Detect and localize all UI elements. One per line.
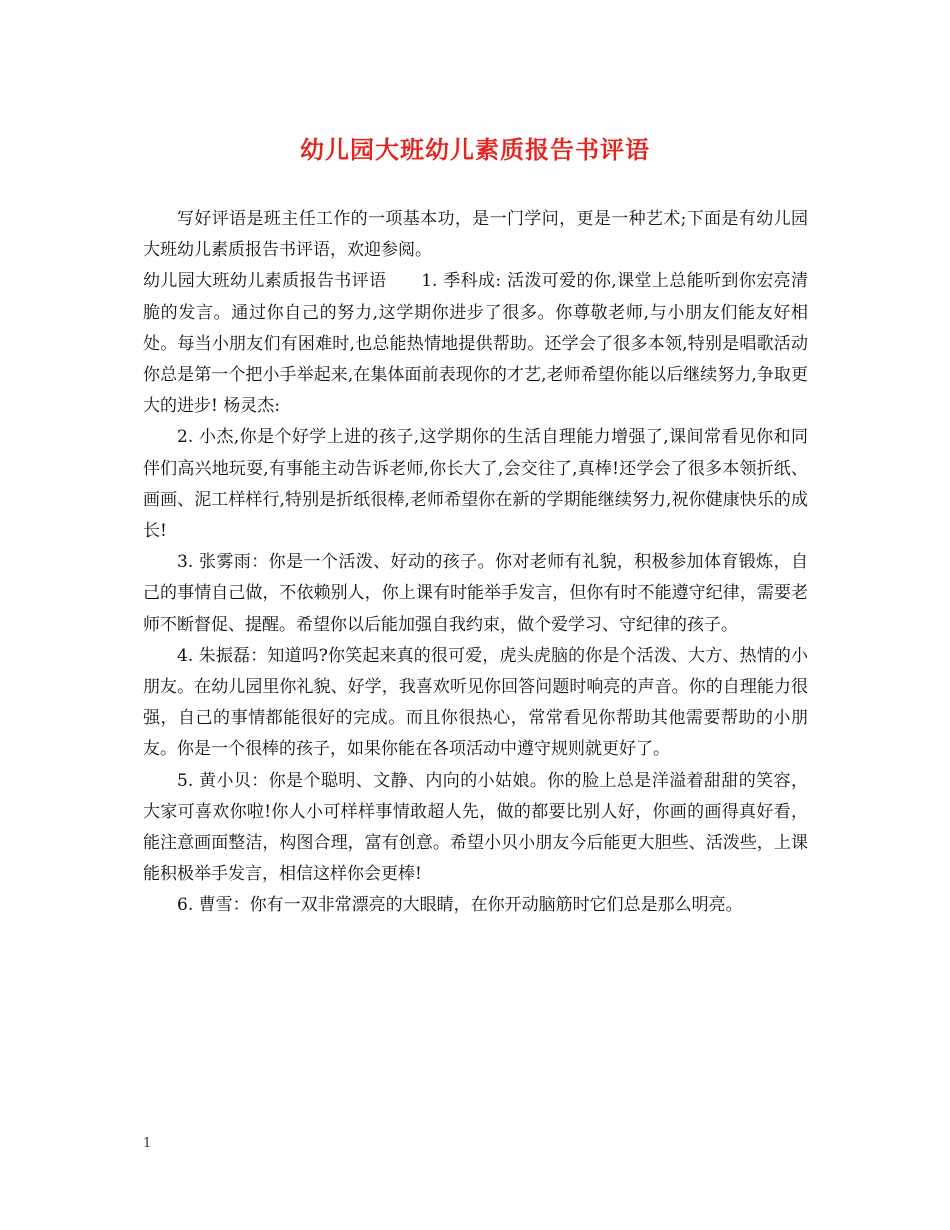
paragraph-comment-2: 2. 小杰,你是个好学上进的孩子,这学期你的生活自理能力增强了,课间常看见你和同伴们高兴地玩耍,有事能主动告诉老师,你长大了,会交往了,真棒!还学会了很多本领折纸、画画、泥工样样行,特别是折纸很棒,老师希望你在新的学期能继续努力,祝你健康快乐的成长! [143, 427, 808, 542]
page-number: 1 [143, 1136, 152, 1151]
document-body [143, 204, 808, 922]
paragraph-comment-4: 4. 朱振磊：知道吗?你笑起来真的很可爱，虎头虎脑的你是个活泼、大方、热情的小朋友。在幼儿园里你礼貌、好学，我喜欢听见你回答问题时响亮的声音。你的自理能力很强，自己的事情都能很好的完成。而且你很热心，常常看见你帮助其他需要帮助的小朋友。你是一个很棒的孩子，如果你能在各项活动中遵守规则就更好了。 [143, 645, 808, 760]
paragraph-comment-5: 5. 黄小贝：你是个聪明、文静、内向的小姑娘。你的脸上总是洋溢着甜甜的笑容，大家可喜欢你啦!你人小可样样事情敢超人先，做的都要比别人好，你画的画得真好看，能注意画面整洁，构图合理，富有创意。希望小贝小朋友今后能更大胆些、活泼些，上课能积极举手发言，相信这样你会更棒! [143, 770, 808, 885]
document-title: 幼儿园大班幼儿素质报告书评语 [300, 135, 650, 164]
paragraph-comment-3: 3. 张雾雨：你是一个活泼、好动的孩子。你对老师有礼貌，积极参加体育锻炼，自己的事情自己做，不依赖别人，你上课有时能举手发言，但你有时不能遵守纪律，需要老师不断督促、提醒。希望你以后能加强自我约束，做个爱学习、守纪律的孩子。 [143, 552, 808, 635]
paragraph-comment-1: 幼儿园大班幼儿素质报告书评语 1. 季科成: 活泼可爱的你,课堂上总能听到你宏亮清脆的发言。通过你自己的努力,这学期你进步了很多。你尊敬老师,与小朋友们能友好相处。每当小朋友们有困难时,也总能热情地提供帮助。还学会了很多本领,特别是唱歌活动你总是第一个把小手举起来,在集体面前表现你的才艺,老师希望你能以后继续努力,争取更大的进步! 杨灵杰: [143, 271, 808, 417]
intro-paragraph: 写好评语是班主任工作的一项基本功，是一门学问，更是一种艺术;下面是有幼儿园大班幼儿素质报告书评语，欢迎参阅。 [143, 209, 808, 261]
paragraph-comment-6: 6. 曹雪：你有一双非常漂亮的大眼睛，在你开动脑筋时它们总是那么明亮。 [177, 895, 743, 916]
